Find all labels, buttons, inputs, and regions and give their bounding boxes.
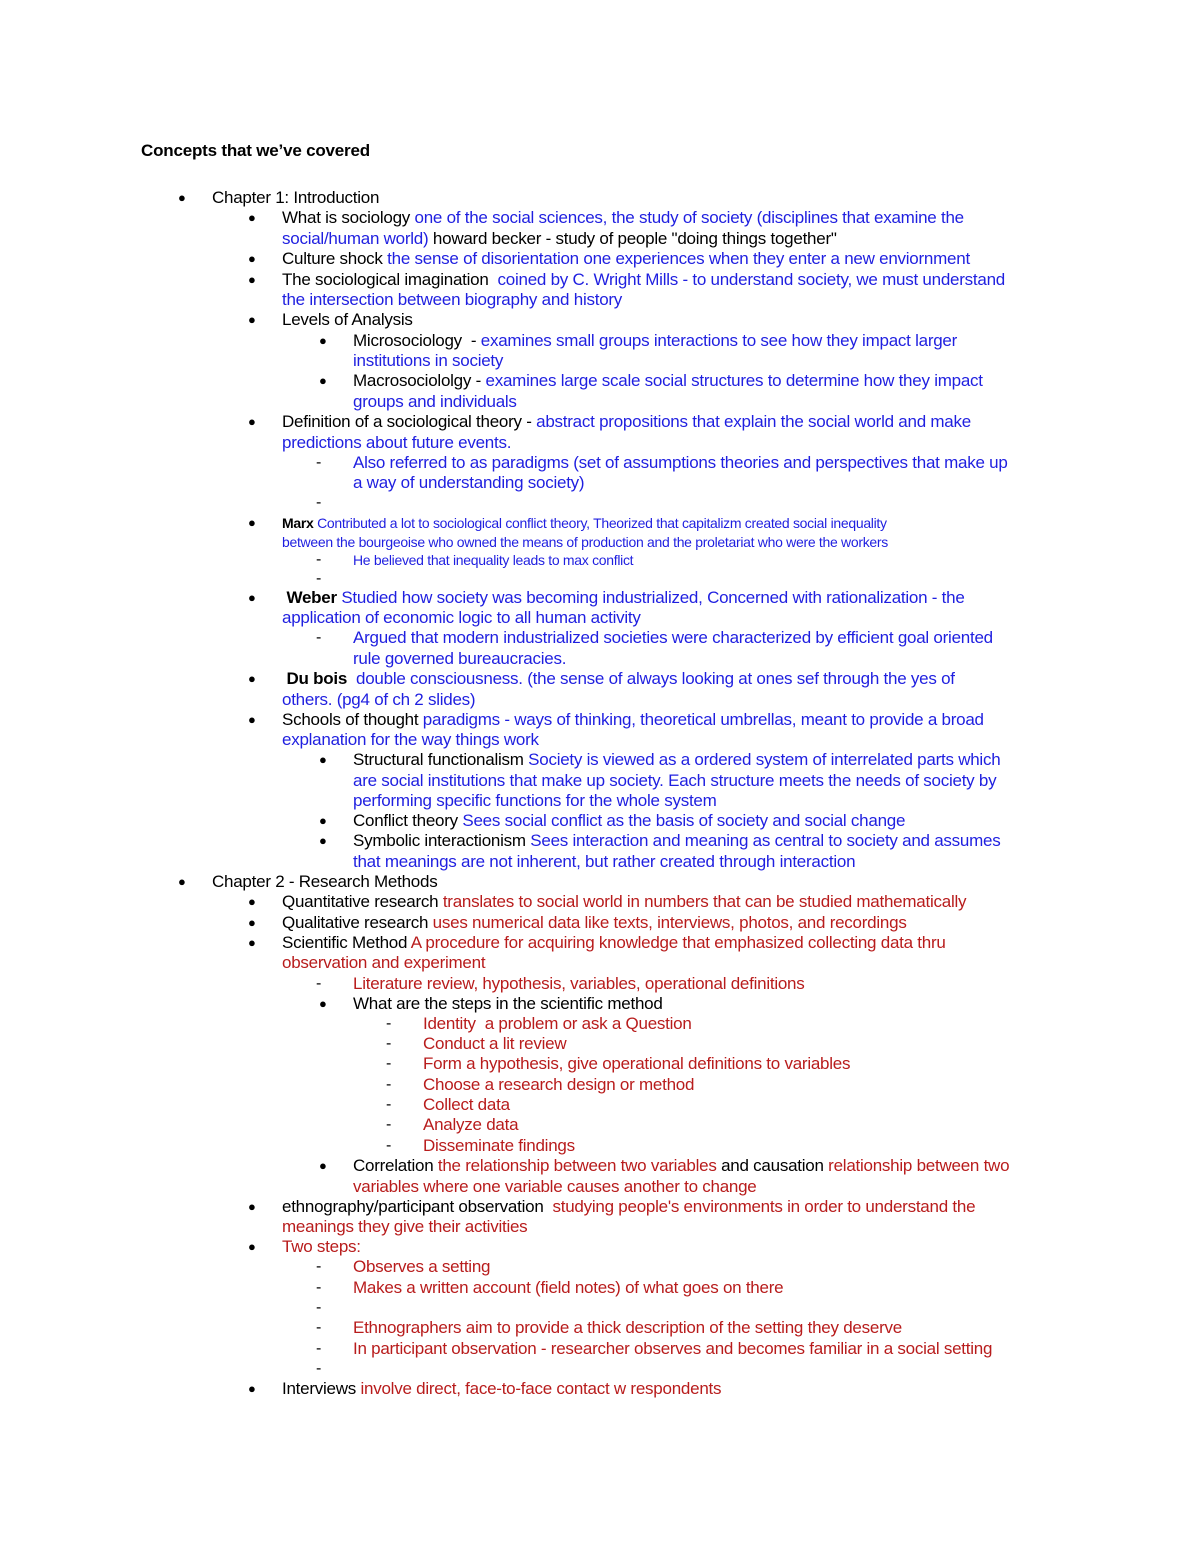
outline-line <box>282 953 485 973</box>
dash-marker: - <box>386 1015 392 1032</box>
line-text: social/human world) <box>282 229 433 248</box>
dash-marker: - <box>386 1137 392 1154</box>
line-text: Macrosociololgy - <box>353 371 486 390</box>
outline-line <box>353 831 1001 851</box>
line-text: Quantitative research <box>282 892 443 911</box>
outline-line <box>353 371 983 391</box>
line-text: the sense of disorientation one experiences when they enter a new enviornment <box>387 249 970 268</box>
line-text: relationship between two <box>828 1156 1010 1175</box>
outline-line <box>423 1075 694 1095</box>
outline-line <box>353 551 633 569</box>
outline-line <box>353 994 663 1014</box>
bullet-icon: ● <box>248 671 256 686</box>
line-text: Sees interaction and meaning as central to society and assumes <box>530 831 1001 850</box>
outline-line <box>282 270 1005 290</box>
bullet-icon: ● <box>248 414 256 429</box>
line-text: others. (pg4 of ch 2 slides) <box>282 690 476 709</box>
outline-line <box>282 1379 721 1399</box>
dash-marker: - <box>316 1299 322 1316</box>
line-text: predictions about future events. <box>282 433 512 452</box>
outline-line <box>353 453 1008 473</box>
outline-line <box>282 1197 975 1217</box>
bullet-icon: ● <box>319 373 327 388</box>
line-text: Chapter 2 - Research Methods <box>212 872 438 891</box>
outline-line <box>282 310 413 330</box>
outline-line <box>353 649 566 669</box>
line-text: translates to social world in numbers that can be studied mathematically <box>442 892 967 911</box>
line-text: Levels of Analysis <box>282 310 413 329</box>
line-text: between the bourgeoise who owned the means of production and the proletariat who were the workers <box>282 534 888 550</box>
dash-marker: - <box>386 1096 392 1113</box>
outline-line <box>353 1177 757 1197</box>
bullet-icon: ● <box>248 272 256 287</box>
line-text: examines large scale social structures to determine how they impact <box>485 371 983 390</box>
outline-line <box>282 412 971 432</box>
theorist-name: Marx <box>282 515 314 531</box>
outline-line <box>282 533 888 551</box>
line-text: Also referred to as paradigms (set of assumptions theories and perspectives that make up <box>353 453 1008 472</box>
line-text: abstract propositions that explain the social world and make <box>536 412 971 431</box>
bullet-icon: ● <box>248 1381 256 1396</box>
dash-marker: - <box>316 975 322 992</box>
bullet-icon: ● <box>178 874 186 889</box>
line-text: Scientific Method <box>282 933 411 952</box>
line-text: Identity a problem or ask a Question <box>423 1014 692 1033</box>
dash-marker: - <box>316 1319 322 1336</box>
line-text: Analyze data <box>423 1115 519 1134</box>
dash-marker: - <box>316 494 322 511</box>
bullet-icon: ● <box>248 1199 256 1214</box>
line-text: groups and individuals <box>353 392 517 411</box>
outline-line <box>353 392 517 412</box>
outline-line <box>282 249 970 269</box>
line-text: observation and experiment <box>282 953 486 972</box>
line-text: involve direct, face-to-face contact w respondents <box>360 1379 722 1398</box>
line-text: the relationship between two variables <box>437 1156 722 1175</box>
outline-line <box>353 852 855 872</box>
line-text: Choose a research design or method <box>423 1075 695 1094</box>
bullet-icon: ● <box>248 515 256 530</box>
outline-line <box>353 771 996 791</box>
page-title: Concepts that we’ve covered <box>141 141 370 160</box>
line-text: Contributed a lot to sociological conflict theory, Theorized that capitalizm created social inequality <box>313 515 887 531</box>
line-text: the intersection between biography and history <box>282 290 623 309</box>
line-text: variables where one variable causes another to change <box>353 1177 757 1196</box>
line-text: rule governed bureaucracies. <box>353 649 567 668</box>
line-text: coined by C. Wright Mills - to understand society, we must understand <box>497 270 1005 289</box>
line-text: Literature review, hypothesis, variables, operational definitions <box>353 974 805 993</box>
bullet-icon: ● <box>248 894 256 909</box>
outline-line <box>282 514 887 532</box>
bullet-icon: ● <box>319 996 327 1011</box>
outline-line <box>353 1278 783 1298</box>
outline-line <box>282 290 622 310</box>
outline-line <box>282 730 539 750</box>
dash-marker: - <box>316 1258 322 1275</box>
line-text: explanation for the way things work <box>282 730 539 749</box>
outline-line <box>423 1115 518 1135</box>
line-text: and causation <box>721 1156 829 1175</box>
line-text: ethnography/participant observation <box>282 1197 553 1216</box>
line-text: application of economic logic to all human activity <box>282 608 641 627</box>
bullet-icon: ● <box>248 590 256 605</box>
outline-line <box>282 690 475 710</box>
line-text: meanings they give their activities <box>282 1217 528 1236</box>
line-text: Ethnographers aim to provide a thick description of the setting they deserve <box>353 1318 902 1337</box>
outline-line <box>282 933 946 953</box>
outline-line <box>353 1257 490 1277</box>
dash-marker: - <box>316 570 322 587</box>
theorist-name: Weber <box>282 588 337 607</box>
line-text: examines small groups interactions to see how they impact larger <box>480 331 958 350</box>
outline-line <box>282 208 964 228</box>
line-text: Definition of a sociological theory - <box>282 412 537 431</box>
bullet-icon: ● <box>319 833 327 848</box>
line-text: Society is viewed as a ordered system of interrelated parts which <box>528 750 1001 769</box>
line-text: Observes a setting <box>353 1257 491 1276</box>
outline-line <box>353 1339 992 1359</box>
line-text: performing specific functions for the whole system <box>353 791 717 810</box>
line-text: paradigms - ways of thinking, theoretical umbrellas, meant to provide a broad <box>422 710 984 729</box>
bullet-icon: ● <box>248 712 256 727</box>
outline-line <box>353 351 503 371</box>
line-text: Conduct a lit review <box>423 1034 567 1053</box>
outline-line <box>353 473 584 493</box>
line-text: Disseminate findings <box>423 1136 575 1155</box>
dash-marker: - <box>316 454 322 471</box>
line-text: In participant observation - researcher observes and becomes familiar in a social setting <box>353 1339 993 1358</box>
outline-line <box>423 1136 575 1156</box>
line-text: Makes a written account (field notes) of what goes on there <box>353 1278 784 1297</box>
line-text: studying people's environments in order to understand the <box>552 1197 976 1216</box>
outline-line <box>282 1217 527 1237</box>
line-text: What are the steps in the scientific method <box>353 994 663 1013</box>
outline-line <box>353 791 717 811</box>
line-text: Form a hypothesis, give operational definitions to variables <box>423 1054 851 1073</box>
line-text: A procedure for acquiring knowledge that emphasized collecting data thru <box>410 933 946 952</box>
line-text: Conflict theory <box>353 811 463 830</box>
line-text: Qualitative research <box>282 913 433 932</box>
outline-line <box>282 608 641 628</box>
bullet-icon: ● <box>319 752 327 767</box>
line-text: that meanings are not inherent, but rather created through interaction <box>353 852 856 871</box>
outline-line <box>423 1034 566 1054</box>
outline-line <box>353 974 805 994</box>
bullet-icon: ● <box>319 333 327 348</box>
line-text: Culture shock <box>282 249 388 268</box>
dash-marker: - <box>316 1279 322 1296</box>
line-text: Microsociology - <box>353 331 481 350</box>
outline-line <box>353 628 993 648</box>
outline-line <box>212 872 437 892</box>
dash-marker: - <box>316 551 322 568</box>
line-text: Chapter 1: Introduction <box>212 188 380 207</box>
bullet-icon: ● <box>248 210 256 225</box>
dash-marker: - <box>386 1116 392 1133</box>
outline-line <box>282 892 966 912</box>
line-text: uses numerical data like texts, interviews, photos, and recordings <box>432 913 907 932</box>
bullet-icon: ● <box>248 251 256 266</box>
outline-line <box>423 1054 850 1074</box>
line-text: are social institutions that make up society. Each structure meets the needs of society by <box>353 771 997 790</box>
line-text: Correlation <box>353 1156 438 1175</box>
outline-line <box>423 1014 692 1034</box>
outline-line <box>353 331 957 351</box>
bullet-icon: ● <box>319 1158 327 1173</box>
bullet-icon: ● <box>319 813 327 828</box>
bullet-icon: ● <box>248 915 256 930</box>
outline-line <box>282 669 955 689</box>
line-text: He believed that inequality leads to max conflict <box>353 552 634 568</box>
outline-line <box>212 188 379 208</box>
line-text: Schools of thought <box>282 710 423 729</box>
line-text: double consciousness. (the sense of always looking at ones sef through the yes of <box>347 669 955 688</box>
line-text: The sociological imagination <box>282 270 498 289</box>
bullet-icon: ● <box>248 312 256 327</box>
line-text: one of the social sciences, the study of society (disciplines that examine the <box>414 208 964 227</box>
dash-marker: - <box>316 1340 322 1357</box>
line-text: a way of understanding society) <box>353 473 585 492</box>
outline-line <box>353 750 1000 770</box>
dash-marker: - <box>386 1035 392 1052</box>
bullet-icon: ● <box>248 1239 256 1254</box>
theorist-name: Du bois <box>282 669 348 688</box>
outline-line <box>353 1156 1009 1176</box>
outline-line <box>282 710 984 730</box>
outline-line <box>282 1237 361 1257</box>
line-text: howard becker - study of people "doing things together" <box>432 229 837 248</box>
line-text: Two steps: <box>282 1237 361 1256</box>
outline-line <box>353 811 905 831</box>
line-text: Studied how society was becoming industrialized, Concerned with rationalization - the <box>336 588 965 607</box>
line-text: Sees social conflict as the basis of society and social change <box>462 811 906 830</box>
bullet-icon: ● <box>178 190 186 205</box>
outline-line <box>282 229 837 249</box>
line-text: Argued that modern industrialized societies were characterized by efficient goal oriented <box>353 628 993 647</box>
line-text: institutions in society <box>353 351 504 370</box>
dash-marker: - <box>386 1055 392 1072</box>
outline-line <box>282 913 907 933</box>
line-text: Symbolic interactionism <box>353 831 531 850</box>
line-text: Structural functionalism <box>353 750 529 769</box>
outline-line <box>353 1318 902 1338</box>
line-text: What is sociology <box>282 208 415 227</box>
dash-marker: - <box>316 1360 322 1377</box>
outline-line <box>282 588 965 608</box>
bullet-icon: ● <box>248 935 256 950</box>
outline-line <box>282 433 511 453</box>
line-text: Collect data <box>423 1095 510 1114</box>
dash-marker: - <box>386 1076 392 1093</box>
line-text: Interviews <box>282 1379 361 1398</box>
outline-line <box>423 1095 510 1115</box>
dash-marker: - <box>316 629 322 646</box>
